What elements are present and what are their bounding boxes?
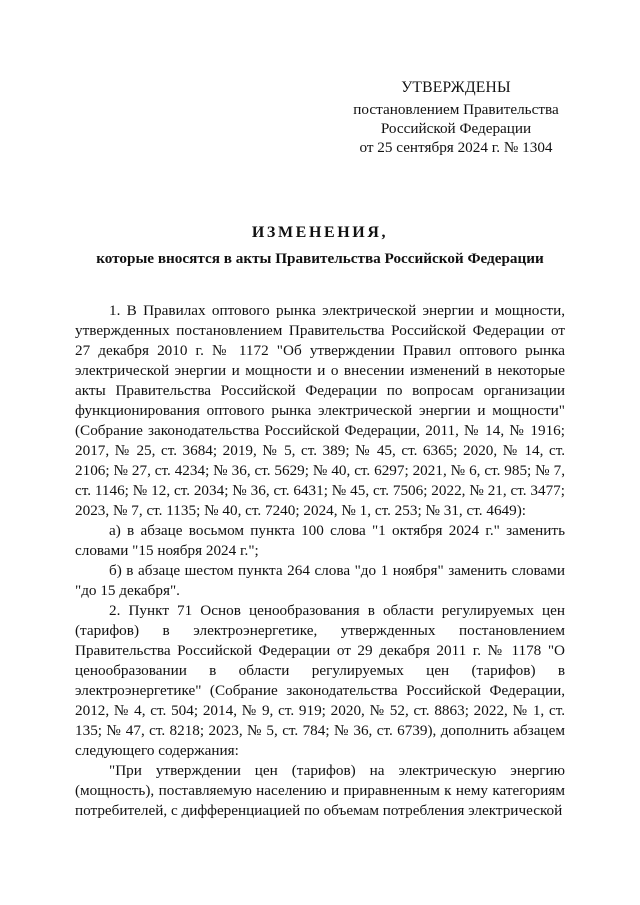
paragraph-1a: а) в абзаце восьмом пункта 100 слова "1 октября 2024 г." заменить словами "15 ноября 2024 г.";: [75, 522, 565, 559]
paragraph-2: 2. Пункт 71 Основ ценообразования в области регулируемых цен (тарифов) в электроэнергетике, утвержденных постановлением Правительства Российской Федерации от 29 декабря 2011 г. № 1178 "О ценообразовании в области регулируемых цен (тарифов) в электроэнергетике" (Собрание законодательства Российской Федерации, 2012, № 4, ст. 504; 2014, № 9, ст. 919; 2020, № 52, ст. 8863; 2022, № 1, ст. 135; № 47, ст. 8218; 2023, № 5, ст. 784; № 36, ст. 6739), дополнить абзацем следующего содержания:: [75, 602, 565, 759]
approval-line-decree: постановлением Правительства: [353, 101, 559, 118]
document-title: ИЗМЕНЕНИЯ,: [251, 224, 389, 241]
paragraph-1: 1. В Правилах оптового рынка электрической энергии и мощности, утвержденных постановлением Правительства Российской Федерации от 27 декабря 2010 г. № 1172 "Об утверждении Правил оптового рынка электрической энергии и мощности и о внесении изменений в некоторые акты Правительства Российской Федерации по вопросам организации функционирования оптового рынка электрической энергии и мощности" (Собрание законодательства Российской Федерации, 2011, № 14, № 1916; 2017, № 25, ст. 3684; 2019, № 5, ст. 389; № 45, ст. 6365; 2020, № 14, ст. 2106; № 27, ст. 4234; № 36, ст. 5629; № 40, ст. 6297; 2021, № 6, ст. 985; № 7, ст. 1146; № 12, ст. 2034; № 36, ст. 6431; № 45, ст. 7506; 2022, № 21, ст. 3477; 2023, № 7, ст. 1135; № 40, ст. 7240; 2024, № 1, ст. 253; № 31, ст. 4649):: [75, 302, 565, 519]
document-subtitle: которые вносятся в акты Правительства Российской Федерации: [96, 250, 544, 267]
approval-block: [300, 78, 612, 157]
paragraph-1b: б) в абзаце шестом пункта 264 слова "до 1 ноября" заменить словами "до 15 декабря".: [75, 562, 565, 599]
approval-line-date-number: от 25 сентября 2024 г. № 1304: [359, 139, 553, 156]
approval-heading: УТВЕРЖДЕНЫ: [401, 79, 511, 96]
paragraph-2-quote: "При утверждении цен (тарифов) на электрическую энергию (мощность), поставляемую населению и приравненным к нему категориям потребителей, с дифференциацией по объемам потребления электрической: [75, 762, 565, 819]
document-body: [75, 301, 565, 821]
approval-line-authority: Российской Федерации: [380, 120, 532, 137]
